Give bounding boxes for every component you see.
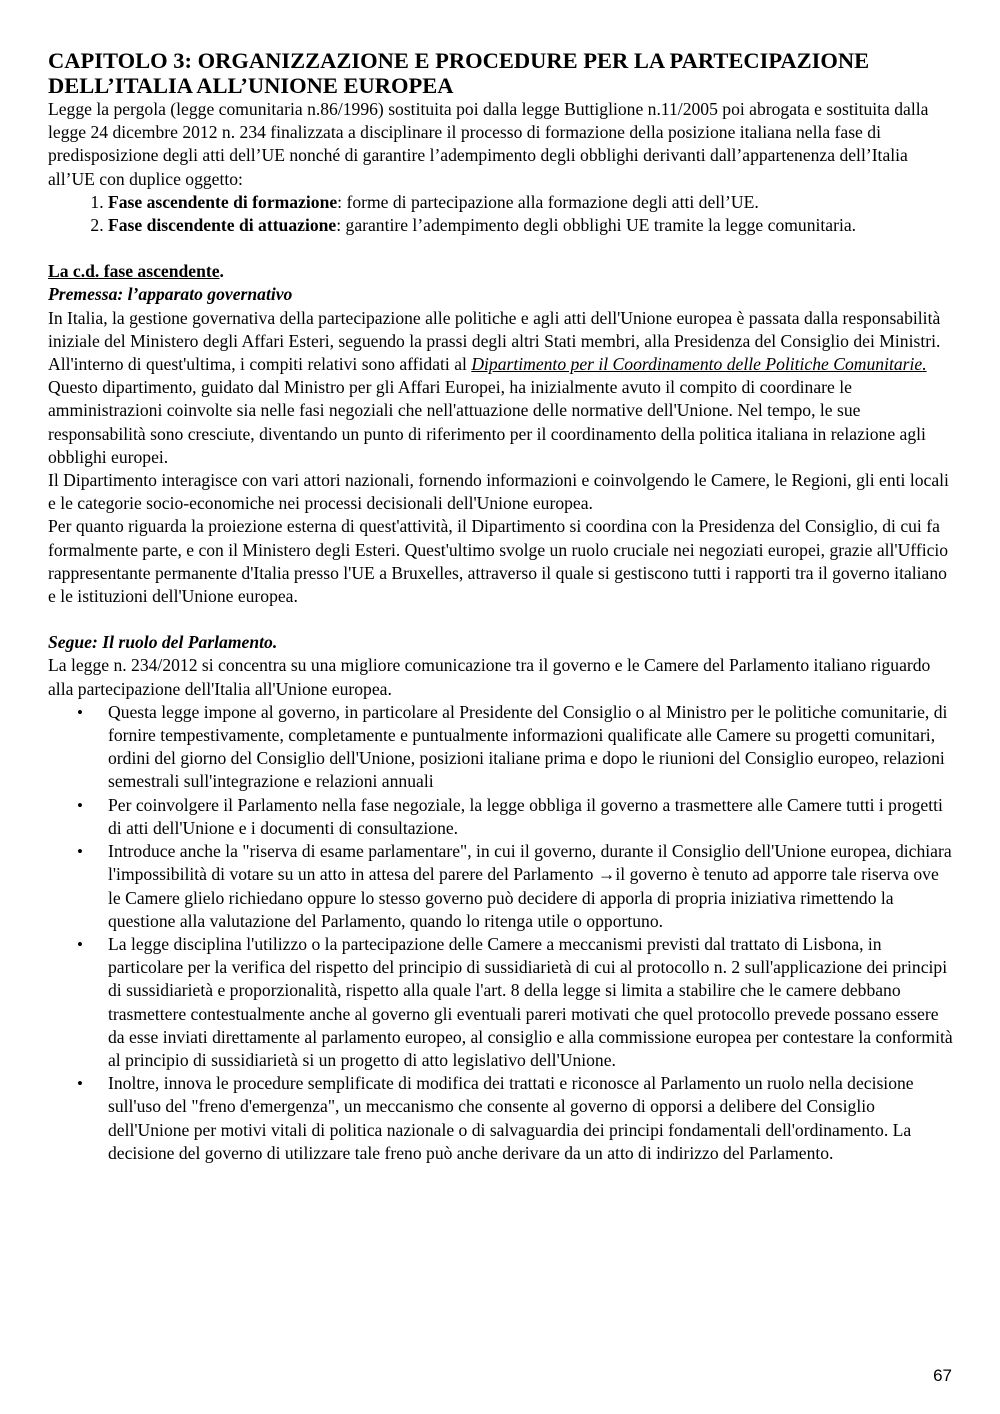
phase-desc: : garantire l’adempimento degli obblighi UE tramite la legge comunitaria. [336,215,857,236]
paragraph-end: . [922,354,927,375]
intro-paragraph: Legge la pergola (legge comunitaria n.86/1996) sostituita poi dalla legge Buttiglione n.11/2005 poi abrogata e sostituita dalla legge 24 dicembre 2012 n. 234 finalizzata a disciplinare il processo di formazione della posizione italiana nella fase di predisposizione degli atti dell’UE nonché di garantire l’adempimento degli obblighi derivanti dall’appartenenza dell’Italia all’UE con duplice oggetto: [48,99,929,189]
section-title: La c.d. fase ascendente [48,261,220,282]
bullet-icon: • [77,795,83,815]
paragraph-text: In Italia, la gestione governativa della partecipazione alle politiche e agli atti dell'Unione europea è passata dalla responsabilità iniziale del Ministero degli Affari Esteri, seguendo la prassi degli altri Stati membri, alla Presidenza del Consiglio dei Ministri. All'interno di quest'ultima, i compiti relativi sono affidati al [48,307,941,375]
spacer [48,237,954,260]
phase-desc: : forme di partecipazione alla formazione degli atti dell’UE. [337,191,759,212]
list-item-text: Per coinvolgere il Parlamento nella fase negoziale, la legge obbliga il governo a trasmettere alle Camere tutti i progetti di atti dell'Unione e i documenti di consultazione. [108,794,943,838]
paragraph: Il Dipartimento interagisce con vari attori nazionali, fornendo informazioni e coinvolgendo le Camere, le Regioni, gli enti locali e le categorie socio-economiche nei processi decisionali dell'Unione europea. [48,470,949,514]
phases-list [48,191,954,237]
phase-term: Fase discendente di attuazione [108,215,337,236]
paragraph: Questo dipartimento, guidato dal Ministro per gli Affari Europei, ha inizialmente avuto il compito di coordinare le amministrazioni coinvolte sia nelle fasi negoziali che nell'attuazione delle normative dell'Unione. Nel tempo, le sue responsabilità sono cresciute, diventando un punto di riferimento per il coordinamento della politica italiana in relazione agli obblighi europei. [48,377,926,467]
list-item [48,840,954,933]
section-heading [48,260,954,283]
list-item-text: La legge disciplina l'utilizzo o la partecipazione delle Camere a meccanismi previsti dal trattato di Lisbona, in particolare per la verifica del rispetto del principio di sussidiarietà di cui al protocollo n. 2 sull'applicazione dei principi di sussidiarietà e proporzionalità, rispetto alla quale l'art. 8 della legge si limita a stabilire che le camere debbano trasmettere contestualmente anche al governo gli eventuali pareri motivati che quel protocollo prevede possano essere da esse inviati direttamente al parlamento europeo, al consiglio e alla commissione europea per contestare la conformità al principio di sussidiarietà si un progetto di atto legislativo dell'Unione. [108,933,953,1070]
phase-item [108,214,954,237]
chapter-title-line-2: DELL’ITALIA ALL’UNIONE EUROPEA [48,73,454,98]
list-item-text: Introduce anche la "riserva di esame parlamentare", in cui il governo, durante il Consiglio dell'Unione europea, dichiara l'impossibilità di votare su un atto in attesa del parere del Parlamento →il governo è tenuto ad apporre tale riserva ove le Camere glielo richiedano oppure lo stesso governo può decidere di apporla di propria iniziativa rimettendo la questione alla valutazione del Parlamento, quando lo ritenga utile o opportuno. [108,841,952,931]
page-number: 67 [933,1366,952,1385]
list-item-text: Questa legge impone al governo, in particolare al Presidente del Consiglio o al Ministro per le politiche comunitarie, di fornire tempestivamente, completamente e puntualmente informazioni qualificate alle Camere su progetti comunitari, ordini del giorno del Consiglio dell'Unione, posizioni italiane prima e dopo le riunioni del Consiglio europeo, relazioni semestrali sull'integrazione e relazioni annuali [108,701,948,792]
bullet-icon: • [77,934,83,954]
list-item [48,701,954,794]
chapter-title [48,48,954,98]
paragraph: La legge n. 234/2012 si concentra su una migliore comunicazione tra il governo e le Camere del Parlamento italiano riguardo alla partecipazione dell'Italia all'Unione europea. [48,655,931,699]
document-page [48,48,954,1165]
chapter-title-line-1: CAPITOLO 3: ORGANIZZAZIONE E PROCEDURE PER LA PARTECIPAZIONE [48,48,870,73]
paragraph: Per quanto riguarda la proiezione esterna di quest'attività, il Dipartimento si coordina con la Presidenza del Consiglio, di cui fa formalmente parte, e con il Ministero degli Esteri. Quest'ultimo svolge un ruolo cruciale nei negoziati europei, grazie all'Ufficio rappresentante permanente d'Italia presso l'UE a Bruxelles, attraverso il quale si gestiscono tutti i rapporti tra il governo italiano e le istituzioni dell'Unione europea. [48,516,949,607]
spacer [48,608,954,631]
department-reference: Dipartimento per il Coordinamento delle Politiche Comunitarie [471,354,923,375]
bullet-icon: • [77,702,83,722]
section-subtitle: Premessa: l’apparato governativo [48,284,293,305]
list-item [48,794,954,840]
phase-term: Fase ascendente di formazione [108,191,338,212]
bullet-icon: • [77,842,83,862]
section-subtitle: Segue: Il ruolo del Parlamento. [48,632,278,653]
section-title-suffix: . [219,261,224,282]
parliament-role-list [48,701,954,1165]
list-item [48,1072,954,1165]
phase-item [108,191,954,214]
list-item [48,933,954,1072]
list-item-text: Inoltre, innova le procedure semplificate di modifica dei trattati e riconosce al Parlamento un ruolo nella decisione sull'uso del "freno d'emergenza", un meccanismo che consente al governo di opporsi a delibere del Consiglio dell'Unione per motivi vitali di politica nazionale o di salvaguardia dei principi fondamentali dell'ordinamento. La decisione del governo di utilizzare tale freno può anche derivare da un atto di indirizzo del Parlamento. [108,1073,914,1163]
paragraph [48,307,954,377]
bullet-icon: • [77,1074,83,1094]
